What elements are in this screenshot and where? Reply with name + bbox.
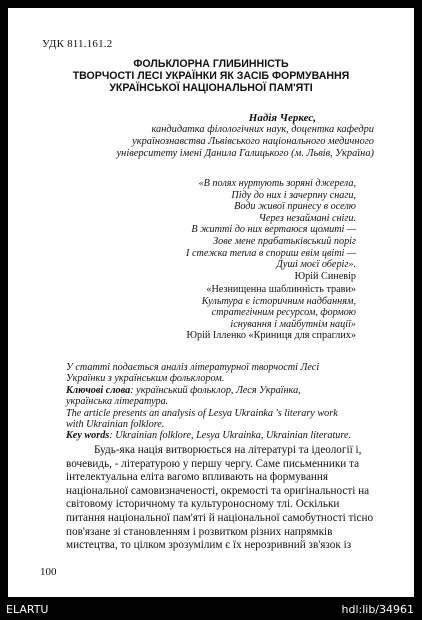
author-affiliation-line: університету імені Данила Галицького (м. Львів, Україна) xyxy=(116,148,374,159)
author-affiliation-line: українознавства Львівського національного медичного xyxy=(132,136,374,147)
document-page xyxy=(8,8,414,597)
keywords-uk-text: : український фольклор, Леся Українка, xyxy=(130,384,301,396)
author-name: Надія Черкес, xyxy=(248,112,316,124)
author-block xyxy=(42,112,380,160)
page-number: 100 xyxy=(40,566,57,578)
keywords-en-label: Key words xyxy=(66,430,110,442)
epigraph-line: існування і майбутнім нації» xyxy=(230,318,356,330)
keywords-label: Ключові слова xyxy=(66,384,131,396)
body-line: питання національної пам'яті й національної самобутності тісно xyxy=(66,511,374,524)
poem-line: Води живої принесу в оселю xyxy=(234,201,356,213)
abstract-en-line: with Ukrainian folklore. xyxy=(66,419,165,431)
body-line: світовому історичному та культуроносному тлі. Оскільки xyxy=(66,498,340,511)
abstract xyxy=(66,362,368,442)
title-line: УКРАЇНСЬКОЇ НАЦІОНАЛЬНОЇ ПАМ'ЯТІ xyxy=(109,82,313,94)
body-text xyxy=(66,444,374,553)
body-line: мистецтва, то цілком зрозумілим є їх нерозривний зв'язок із xyxy=(66,539,352,552)
keywords-uk-line: українська література. xyxy=(66,396,169,408)
keywords-uk xyxy=(66,385,368,396)
body-line: пов'язане зі становленням і розвитком різних напрямків xyxy=(66,525,333,538)
epigraph-line: стратегічним ресурсом, формою xyxy=(211,307,356,319)
abstract-uk-line: У статті подається аналіз літературної творчості Лесі xyxy=(66,362,320,373)
body-line: Будь-яка нація витворюється на літературі та ідеології і, xyxy=(94,444,362,456)
epigraph-attribution: Юрій Ілленко «Криниця для спраглих» xyxy=(186,330,356,342)
epigraph-quote: «Незнищенна шаблинність трави» xyxy=(206,284,356,295)
body-line: вочевидь, - літературою у першу чергу. Саме письменники та xyxy=(66,457,360,470)
footer-handle: hdl:lib/34961 xyxy=(341,603,414,616)
body-line: інтелектуальна еліта вагомо впливають на формування xyxy=(66,471,329,484)
footer-repository-label: ELARTU xyxy=(6,603,49,616)
poem-line: Через незаймані сніги. xyxy=(258,212,356,224)
article-title xyxy=(48,58,374,94)
epigraph-line: Культура є історичним надбанням, xyxy=(201,295,356,307)
poem-epigraph xyxy=(186,178,356,282)
poem-line: І стежка тепла в спориш евім цвіті — xyxy=(186,247,356,259)
poem-line: В житті до них вертаюся щомиті — xyxy=(191,224,356,236)
poem-line: Піду до них і зачерпну снаги, xyxy=(231,189,356,201)
abstract-en-line: The article presents an analysis of Lesya Ukrainka 's literary work xyxy=(66,407,338,419)
abstract-uk-line: Українки з українським фольклором. xyxy=(66,373,225,385)
keywords-en xyxy=(66,430,368,441)
udc-code: УДК 811.161.2 xyxy=(42,38,113,50)
author-affiliation-line: кандидатка філологічних наук, доцентка кафедри xyxy=(151,124,374,135)
quote-epigraph xyxy=(187,284,357,342)
poem-line: «В полях нуртують зоряні джерела, xyxy=(198,178,356,189)
poem-attribution: Юрій Синевір xyxy=(294,270,356,282)
body-line: національної самовизначеності, окремості та оригінальності на xyxy=(66,484,370,497)
title-line: ФОЛЬКЛОРНА ГЛИБИННІСТЬ xyxy=(133,58,289,70)
poem-line: Зове мене прабатьківський поріг xyxy=(213,235,356,247)
poem-line: Душі моєї оберіг». xyxy=(276,259,356,271)
title-line: ТВОРЧОСТІ ЛЕСІ УКРАЇНКИ ЯК ЗАСІБ ФОРМУВАННЯ xyxy=(72,70,350,82)
keywords-en-text: : Ukrainian folklore, Lesya Ukrainka, Ukrainian literature. xyxy=(109,430,352,442)
